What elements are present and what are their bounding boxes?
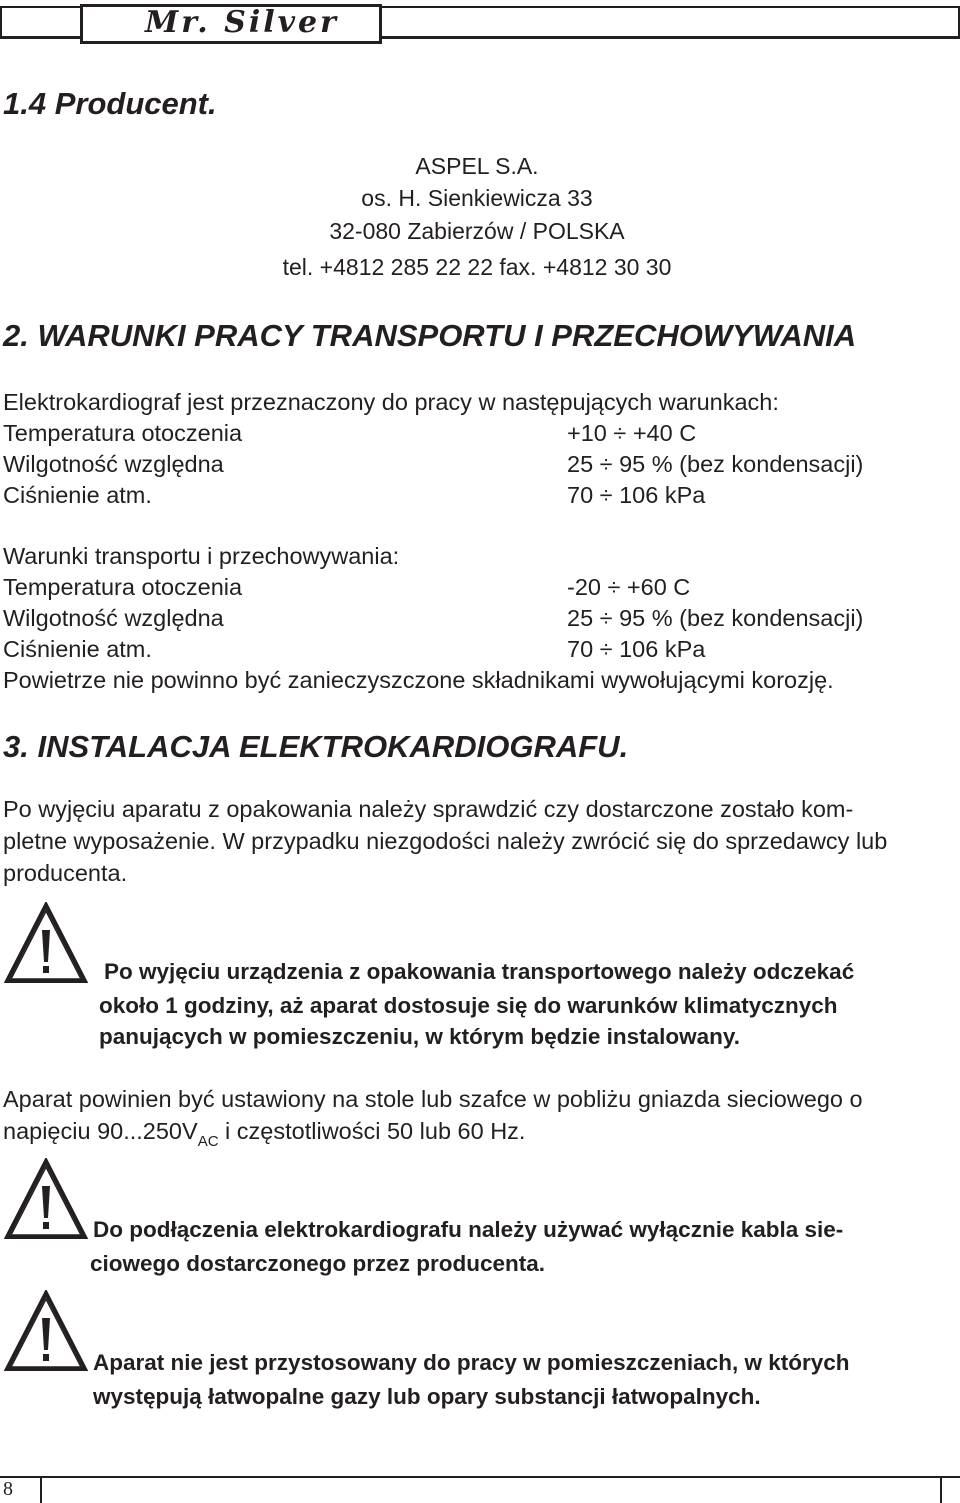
section-3-title: 3. INSTALACJA ELEKTROKARDIOGRAFU. — [3, 729, 629, 764]
transport-pressure-label: Ciśnienie atm. — [3, 636, 152, 662]
warning2-line-1: Do podłączenia elektrokardiografu należy używać wyłącznie kabla sie- — [93, 1217, 844, 1242]
address-line-3: 32-080 Zabierzów / POLSKA — [329, 218, 625, 244]
voltage-text: napięciu 90...250V — [3, 1118, 198, 1144]
para2-line-1: Aparat powinien być ustawiony na stole lub szafce w pobliżu gniazda sieciowego o — [3, 1086, 863, 1112]
transport-intro: Warunki transportu i przechowywania: — [3, 543, 400, 569]
transport-temp-value: -20 ÷ +60 C — [567, 574, 691, 600]
warning3-line-1: Aparat nie jest przystosowany do pracy w pomieszczeniach, w których — [93, 1350, 850, 1375]
work-temp-value: +10 ÷ +40 C — [567, 420, 697, 446]
footer-right-tick — [940, 1476, 942, 1503]
page-number: 8 — [3, 1478, 13, 1500]
work-conditions-intro: Elektrokardiograf jest przeznaczony do pracy w następujących warunkach: — [3, 389, 779, 415]
transport-humidity-label: Wilgotność względna — [3, 605, 224, 631]
address-line-2: os. H. Sienkiewicza 33 — [361, 185, 593, 211]
footer-left-tick — [40, 1476, 42, 1503]
warning-triangle-icon — [4, 1290, 88, 1372]
para1-line-1: Po wyjęciu aparatu z opakowania należy sprawdzić czy dostarczone zostało kom- — [3, 796, 854, 822]
footer-rule — [0, 1476, 960, 1478]
section-2-title: 2. WARUNKI PRACY TRANSPORTU I PRZECHOWYWANIA — [3, 318, 857, 353]
work-humidity-label: Wilgotność względna — [3, 451, 224, 477]
warning-triangle-icon — [4, 902, 88, 984]
corrosion-note: Powietrze nie powinno być zanieczyszczone składnikami wywołującymi korozję. — [3, 667, 834, 693]
work-humidity-value: 25 ÷ 95 % (bez kondensacji) — [567, 451, 864, 477]
warning1-line-3: panujących w pomieszczeniu, w którym będzie instalowany. — [99, 1024, 740, 1049]
warning2-line-2: ciowego dostarczonego przez producenta. — [90, 1251, 546, 1276]
section-14-title: 1.4 Producent. — [3, 86, 217, 121]
work-pressure-label: Ciśnienie atm. — [3, 482, 152, 508]
ac-subscript: AC — [197, 1133, 219, 1150]
frequency-text: i częstotliwości 50 lub 60 Hz. — [218, 1118, 526, 1144]
warning1-line-2: około 1 godziny, aż aparat dostosuje się do warunków klimatycznych — [99, 993, 838, 1018]
transport-humidity-value: 25 ÷ 95 % (bez kondensacji) — [567, 605, 864, 631]
warning3-line-2: występują łatwopalne gazy lub opary substancji łatwopalnych. — [93, 1384, 761, 1409]
header-left-tick — [0, 6, 2, 36]
warning-triangle-icon — [4, 1158, 88, 1240]
work-pressure-value: 70 ÷ 106 kPa — [567, 482, 706, 508]
warning1-line-1: Po wyjęciu urządzenia z opakowania transportowego należy odczekać — [104, 959, 855, 984]
work-temp-label: Temperatura otoczenia — [3, 420, 243, 446]
para2-line-2 — [3, 1118, 525, 1150]
para1-line-3: producenta. — [3, 860, 128, 886]
address-line-4: tel. +4812 285 22 22 fax. +4812 30 30 — [282, 254, 672, 280]
transport-temp-label: Temperatura otoczenia — [3, 574, 243, 600]
brand-title: Mr. Silver — [145, 5, 339, 40]
para1-line-2: pletne wyposażenie. W przypadku niezgodości należy zwrócić się do sprzedawcy lub — [3, 828, 888, 854]
address-line-1: ASPEL S.A. — [415, 153, 539, 179]
transport-pressure-value: 70 ÷ 106 kPa — [567, 636, 706, 662]
